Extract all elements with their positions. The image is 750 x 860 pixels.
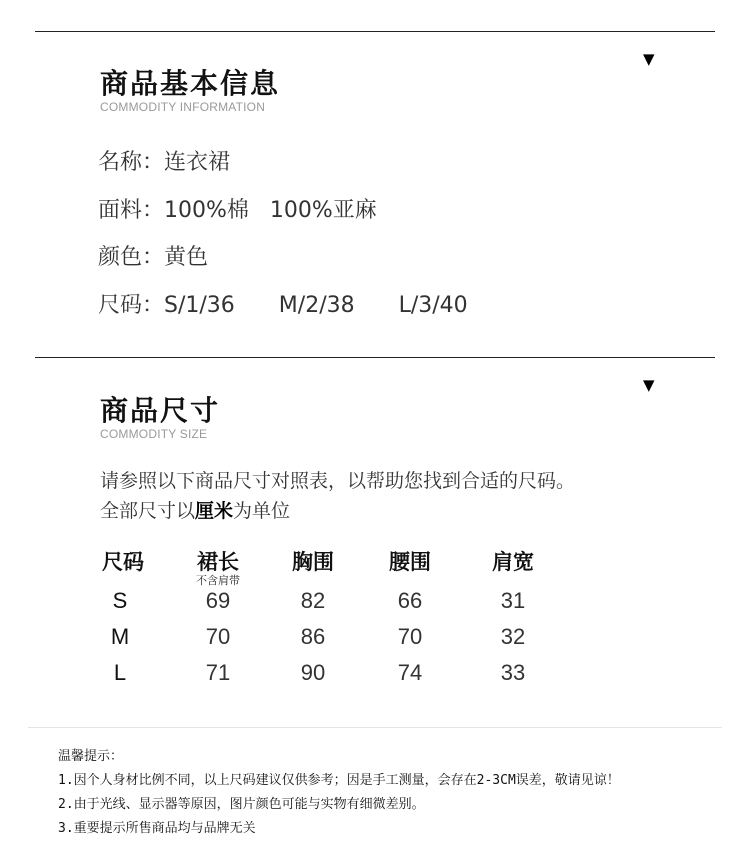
table-cell: 82 (300, 588, 326, 613)
divider-bottom (28, 727, 722, 728)
tips-title: 温馨提示： (58, 749, 124, 764)
table-cell: 70 (397, 624, 423, 649)
info-value: 连衣裙 (164, 150, 231, 175)
tip-item: 1.因个人身材比例不同，以上尺码建议仅供参考；因是手工测量，会存在2-3CM误差，敬请见谅！ (58, 773, 620, 788)
info-section-subtitle: COMMODITY INFORMATION (100, 100, 266, 114)
table-cell: 70 (205, 624, 231, 649)
table-cell: 66 (397, 588, 423, 613)
table-cell: S (112, 588, 128, 613)
info-row-name (98, 145, 230, 176)
table-cell: 31 (500, 588, 526, 613)
size-section-subtitle: COMMODITY SIZE (100, 427, 208, 441)
divider-top (35, 31, 715, 32)
table-cell: 32 (500, 624, 526, 649)
table-header: 胸围 (292, 550, 334, 574)
info-value: 100%棉 100%亚麻 (164, 198, 377, 223)
info-row-sizes (98, 288, 468, 319)
table-cell: 86 (300, 624, 326, 649)
table-header: 腰围 (389, 550, 431, 574)
table-cell: M (110, 624, 130, 649)
table-cell: 71 (205, 660, 231, 685)
size-section-title: 商品尺寸 (100, 394, 221, 427)
table-header: 裙长 (197, 550, 239, 574)
table-cell: 74 (397, 660, 423, 685)
info-label: 颜色： (98, 245, 165, 270)
tip-item: 2.由于光线、显示器等原因，图片颜色可能与实物有细微差别。 (58, 797, 425, 812)
tip-item: 3.重要提示所售商品均与品牌无关 (58, 821, 256, 836)
triangle-down-icon[interactable]: ▼ (643, 50, 655, 68)
size-option: L/3/40 (398, 293, 468, 318)
triangle-down-icon[interactable]: ▼ (643, 376, 655, 394)
table-cell: 69 (205, 588, 231, 613)
table-cell: 33 (500, 660, 526, 685)
info-label: 名称： (98, 150, 165, 175)
size-intro-line: 请参照以下商品尺寸对照表，以帮助您找到合适的尺码。 (100, 470, 576, 492)
size-unit-line (100, 496, 290, 523)
table-header: 尺码 (102, 550, 144, 574)
size-option: M/2/38 (278, 293, 355, 318)
divider-middle (35, 357, 715, 358)
info-label: 面料： (98, 198, 165, 223)
table-cell: L (113, 660, 127, 685)
table-header-note: 不含肩带 (196, 574, 240, 587)
table-cell: 90 (300, 660, 326, 685)
table-header: 肩宽 (492, 550, 534, 574)
size-option: S/1/36 (164, 293, 235, 318)
info-row-color (98, 240, 208, 271)
info-row-fabric (98, 193, 377, 224)
info-section-title: 商品基本信息 (100, 67, 281, 100)
info-value: 黄色 (164, 245, 209, 270)
unit-post: 为单位 (233, 500, 291, 522)
unit-bold: 厘米 (195, 500, 234, 522)
info-label: 尺码： (98, 293, 165, 318)
unit-pre: 全部尺寸以 (100, 500, 196, 522)
